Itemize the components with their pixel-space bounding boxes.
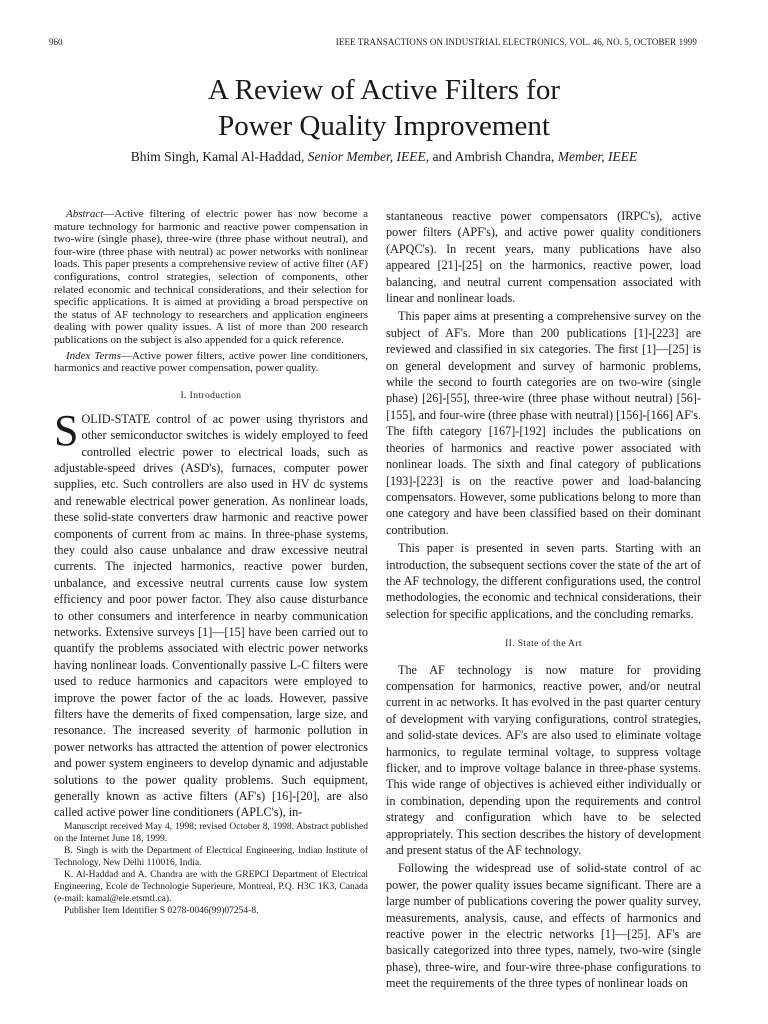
footnote-manuscript: Manuscript received May 4, 1998; revised October 8, 1998. Abstract published on the Internet June 18, 1999. xyxy=(54,821,368,844)
footnote-alhaddad-chandra: K. Al-Haddad and A. Chandra are with the GREPCI Department of Electrical Engineering, Ecole de Technologie Superieure, Montreal, P.Q. H3C 1K3, Canada (e-mail: kamal@ele.etsmtl.ca). xyxy=(54,869,368,904)
author-names-1: Bhim Singh, Kamal Al-Haddad, xyxy=(130,149,308,164)
right-column-body xyxy=(386,208,701,992)
paragraph-continued: stantaneous reactive power compensators (IRPC's), active power filters (APF's), and active power quality conditioners (APQC's). In recent years, many publications have also appeared [21]-[25] on the harmonics, reactive power, load balancing, and neutral current compensation associated with linear and nonlinear loads. xyxy=(386,209,701,306)
abstract-label: Abstract xyxy=(66,208,104,220)
paragraph-power-quality: Following the widespread use of solid-state control of ac power, the power quality issues became significant. There are a large number of publications covering the power quality survey, measurements, analysis, cause, and effects of harmonics and reactive power in the electric networks [1]—[25]. AF's are basically categorized into three types, namely, two-wire (single phase), three-wire, and four-wire three-phase configurations to meet the requirements of the three types of nonlinear loads on xyxy=(386,861,701,991)
page-number: 960 xyxy=(49,37,63,47)
author-list xyxy=(0,149,768,165)
author-names-2: and Ambrish Chandra, xyxy=(429,149,558,164)
drop-cap: S xyxy=(54,405,79,455)
author-role-2: Member, IEEE xyxy=(557,149,638,164)
introduction-body xyxy=(54,405,368,821)
footnotes xyxy=(54,821,368,917)
author-role-1: Senior Member, IEEE, xyxy=(307,149,430,164)
right-column xyxy=(386,208,701,994)
index-terms xyxy=(54,350,368,375)
index-terms-label: Index Terms xyxy=(66,349,121,362)
paragraph-survey: This paper aims at presenting a comprehensive survey on the subject of AF's. More than 200 publications [1]-[223] are reviewed and classified in six categories. The first [1]—[25] is on general development and survey of harmonic problems, while the second to fourth categories are on two-wire (single phase) [26]-[55], three-wire (three phase without neutral) [56]-[155], and four-wire (three phase with neutral) [156]-[166] AF's. The fifth category [167]-[192] includes the publications on theories of harmonics and reactive power associated with nonlinear loads. The sixth and final category of publications [193]-[223] is on the reactive power and load-balancing compensators. However, some publications belong to more than one category and have been classified based on their dominant contribution. xyxy=(386,309,701,537)
footnote-singh: B. Singh is with the Department of Electrical Engineering, Indian Institute of Technology, New Delhi 110016, India. xyxy=(54,845,368,868)
title-line-2: Power Quality Improvement xyxy=(218,110,550,142)
intro-paragraph xyxy=(54,405,368,821)
section-heading-introduction: I. Introduction xyxy=(180,390,242,401)
journal-header: IEEE TRANSACTIONS ON INDUSTRIAL ELECTRONICS, VOL. 46, NO. 5, OCTOBER 1999 xyxy=(335,37,697,47)
paper-title xyxy=(0,72,768,144)
paragraph-af-technology: The AF technology is now mature for providing compensation for harmonics, reactive power, and/or neutral current in ac networks. It has evolved in the past quarter century of development with varying configurations, control strategies, and solid-state devices. AF's are also used to eliminate voltage harmonics, to regulate terminal voltage, to suppress voltage flicker, and to improve voltage balance in three-phase systems. This wide range of objectives is achieved either individually or in combination, depending upon the requirements and control strategy and configuration which have to be selected appropriately. This section describes the history of development and present status of the AF technology. xyxy=(386,662,701,858)
section-heading-state-of-art: II. State of the Art xyxy=(505,639,582,650)
title-line-1: A Review of Active Filters for xyxy=(208,74,560,106)
intro-paragraph-text: OLID-STATE control of ac power using thyristors and other semiconductor switches is widely employed to feed controlled electric power to electrical loads, such as adjustable-speed drives (ASD's), furnaces, computer power supplies, etc. Such controllers are also used in HV dc systems and renewable electrical power generation. As nonlinear loads, these solid-state converters draw harmonic and reactive power components of current from ac mains. In three-phase systems, they could also cause unbalance and draw excessive neutral currents. The injected harmonics, reactive power burden, unbalance, and excessive neutral currents cause low system efficiency and poor power factor. They also cause disturbance to other consumers and interference in nearby communication networks. Extensive surveys [1]—[15] have been carried out to quantify the problems associated with electric power networks having nonlinear loads. Conventionally passive L-C filters were used to reduce harmonics and capacitors were employed to improve the power factor of the ac loads. However, passive filters have the demerits of fixed compensation, large size, and resonance. The increased severity of harmonic pollution in power networks has attracted the attention of power electronics and power system engineers to develop dynamic and adjustable solutions to the power quality problems. Such equipment, generally known as active filters (AF's) [16]-[20], are also called active power line conditioners (APLC's), in- xyxy=(54,411,368,820)
abstract-text: —Active filtering of electric power has now become a mature technology for harmonic and reactive power compensation in two-wire (single phase), three-wire (three phase without neutral), and four-wire (three phase with neutral) ac power networks with nonlinear loads. This paper presents a comprehensive review of active filter (AF) configurations, control strategies, selection of components, other related economic and technical considerations, and their selection for specific applications. It is aimed at providing a broad perspective on the status of AF technology to researchers and application engineers dealing with power quality issues. A list of more than 200 research publications on the subject is also appended for a quick reference. xyxy=(54,208,368,346)
abstract xyxy=(54,208,368,347)
index-terms-text: —Active power filters, active power line conditioners, harmonics and reactive power compensation, power quality. xyxy=(54,349,368,375)
footnote-publisher-id: Publisher Item Identifier S 0278-0046(99)07254-8. xyxy=(64,905,259,916)
paragraph-organization: This paper is presented in seven parts. Starting with an introduction, the subsequent sections cover the state of the art of the AF technology, the different configurations used, the control methodologies, the economic and technical considerations, their selection for specific applications, and the concluding remarks. xyxy=(386,541,701,621)
left-column xyxy=(54,208,368,917)
